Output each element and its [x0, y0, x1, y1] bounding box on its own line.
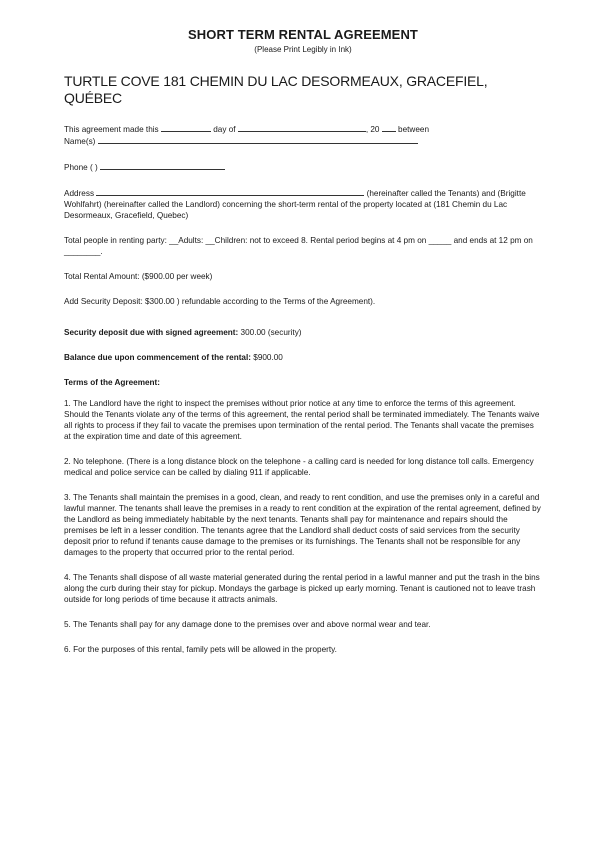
deposit-due-label: Security deposit due with signed agreement: — [64, 328, 239, 337]
document-subtitle: (Please Print Legibly in Ink) — [254, 45, 352, 54]
names-blank — [98, 135, 418, 144]
term-3: 3. The Tenants shall maintain the premises in a good, clean, and ready to rent condition, and use the premises only in a careful and lawful manner. The tenants shall leave the premises in a ready to rent condition at the expiration of the rental agreement, defined by the Landlord as being immediately habitable by the next tenants. Tenants shall pay for maintenance and repairs should the premises be left in a lesser condition. The tenants agree that the Landlord shall deduct costs of said services from the security deposit prior to refund if tenants cause damage to the premises or its furnishings. The Tenants shall not be responsible for any damages to the property that occurred prior to the rental period. — [64, 493, 541, 557]
year-blank — [382, 123, 396, 132]
names-line — [64, 135, 542, 147]
address-text-1: (hereinafter called the Tenants) — [366, 189, 480, 198]
agreement-text-d: between — [398, 125, 430, 134]
agreement-text-b: day of — [213, 125, 236, 134]
security-deposit: Add Security Deposit: $300.00 ) refundable according to the Terms of the Agreement). — [64, 297, 376, 306]
deposit-due-line — [64, 327, 542, 338]
address-blank — [96, 187, 364, 196]
address-paragraph — [64, 187, 542, 221]
document-title: SHORT TERM RENTAL AGREEMENT — [188, 27, 418, 42]
names-label: Name(s) — [64, 137, 96, 146]
balance-due-value: $900.00 — [253, 353, 283, 362]
agreement-text-a: This agreement made this — [64, 125, 159, 134]
day-blank — [161, 123, 211, 132]
terms-heading: Terms of the Agreement: — [64, 378, 160, 387]
term-6: 6. For the purposes of this rental, family pets will be allowed in the property. — [64, 645, 337, 654]
phone-label: Phone ( ) — [64, 163, 98, 172]
month-blank — [238, 123, 366, 132]
agreement-date-line — [64, 123, 542, 135]
property-heading: TURTLE COVE 181 CHEMIN DU LAC DESORMEAUX, GRACEFIEL, QUÉBEC — [64, 73, 488, 106]
total-rental: Total Rental Amount: ($900.00 per week) — [64, 272, 213, 281]
term-2: 2. No telephone. (There is a long distance block on the telephone - a calling card is needed for long distance toll calls. Emergency medical and police service can be called by dialing 911 if applicable. — [64, 457, 534, 477]
phone-line — [64, 161, 542, 173]
balance-due-line — [64, 352, 542, 363]
address-text-2: and (Brigitte Wohlfahrt) (hereinafter called the Landlord) concerning the short-term rental of the property located at (181 Chemin du Lac Desormeaux, Gracefield, Quebec) — [64, 189, 526, 220]
balance-due-label: Balance due upon commencement of the rental: — [64, 353, 251, 362]
address-label: Address — [64, 189, 95, 198]
term-4: 4. The Tenants shall dispose of all waste material generated during the rental period in a lawful manner and put the trash in the bins along the curb during their stay for pickup. Mondays the garbage is picked up early morning. Tenant is cautioned not to leave trash outside for long periods of time because it attracts animals. — [64, 573, 540, 604]
term-5: 5. The Tenants shall pay for any damage done to the premises over and above normal wear and tear. — [64, 620, 431, 629]
agreement-text-c: , 20 — [365, 125, 380, 134]
phone-blank — [100, 161, 225, 170]
deposit-due-value: 300.00 (security) — [240, 328, 302, 337]
party-line: Total people in renting party: __Adults: __Children: not to exceed 8. Rental period begins at 4 pm on _____ and ends at 12 pm on ________. — [64, 236, 533, 256]
term-1: 1. The Landlord have the right to inspect the premises without prior notice at any time to enforce the terms of this agreement. Should the Tenants violate any of the terms of this agreement, the rental period shall be terminated immediately. The Tenants waive all rights to process if they fail to vacate the premises upon termination of the rental period. The Tenants shall vacate the premises at the expiration time and date of this agreement. — [64, 399, 540, 441]
